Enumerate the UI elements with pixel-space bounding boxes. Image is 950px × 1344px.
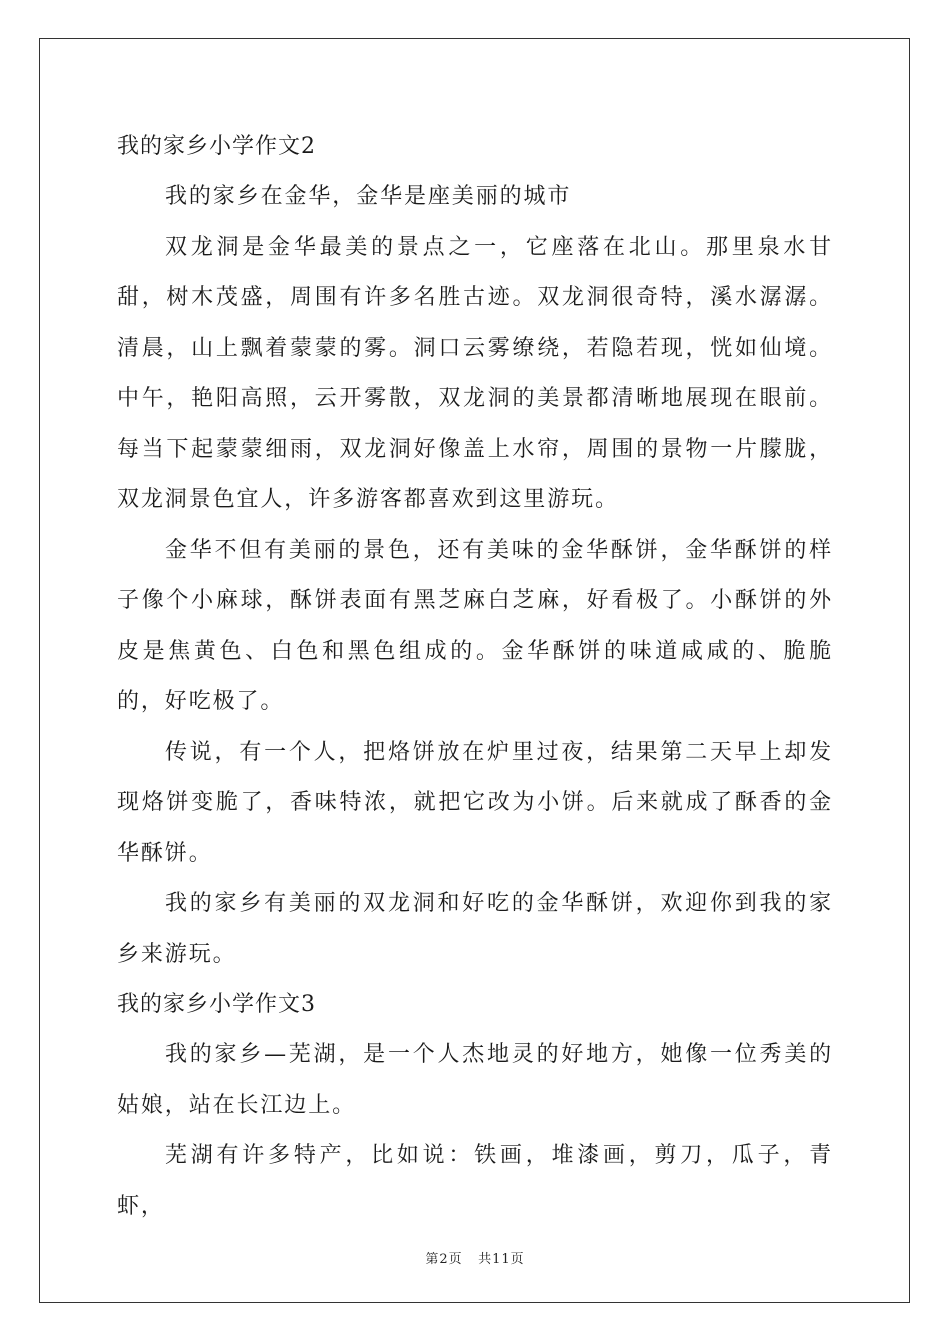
paragraph: 芜湖有许多特产，比如说：铁画，堆漆画，剪刀，瓜子，青虾， <box>117 1143 833 1219</box>
paragraph: 双龙洞是金华最美的景点之一，它座落在北山。那里泉水甘甜，树木茂盛，周围有许多名胜古迹。双龙洞很奇特，溪水潺潺。清晨，山上飘着蒙蒙的雾。洞口云雾缭绕，若隐若现，恍如仙境。中午，艳阳高照，云开雾散，双龙洞的美景都清晰地展现在眼前。每当下起蒙蒙细雨，双龙洞好像盖上水帘，周围的景物一片朦胧，双龙洞景色宜人，许多游客都喜欢到这里游玩。 <box>117 234 833 512</box>
page-number: 第2页 <box>425 1252 463 1267</box>
section-heading: 我的家乡小学作文2 <box>117 134 316 159</box>
document-body <box>117 122 833 1232</box>
paragraph: 我的家乡—芜湖，是一个人杰地灵的好地方，她像一位秀美的姑娘，站在长江边上。 <box>117 1042 833 1118</box>
paragraph: 金华不但有美丽的景色，还有美味的金华酥饼，金华酥饼的样子像个小麻球，酥饼表面有黑芝麻白芝麻，好看极了。小酥饼的外皮是焦黄色、白色和黑色组成的。金华酥饼的味道咸咸的、脆脆的，好吃极了。 <box>117 537 833 714</box>
page-footer <box>0 1248 950 1267</box>
paragraph: 我的家乡在金华，金华是座美丽的城市 <box>165 184 572 209</box>
paragraph: 传说，有一个人，把烙饼放在炉里过夜，结果第二天早上却发现烙饼变脆了，香味特浓，就把它改为小饼。后来就成了酥香的金华酥饼。 <box>117 739 833 866</box>
section-heading: 我的家乡小学作文3 <box>117 992 316 1017</box>
page-total: 共11页 <box>478 1252 525 1267</box>
paragraph: 我的家乡有美丽的双龙洞和好吃的金华酥饼，欢迎你到我的家乡来游玩。 <box>117 891 833 967</box>
